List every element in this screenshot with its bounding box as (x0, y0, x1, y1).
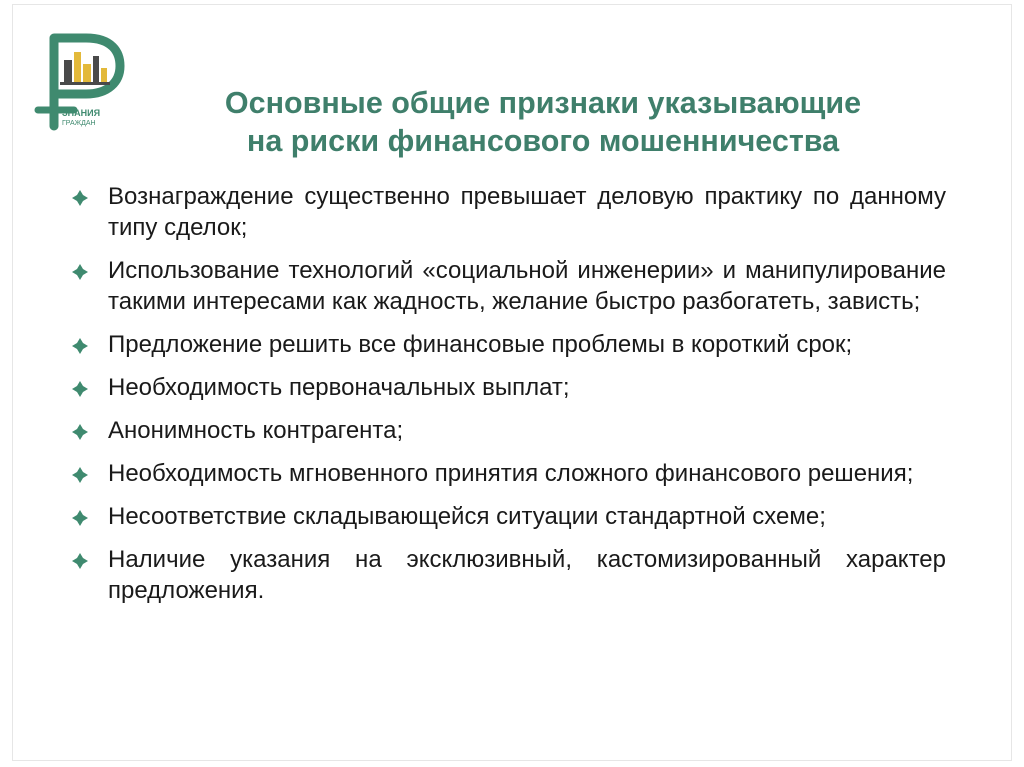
list-item (70, 181, 946, 243)
risk-signs-list (70, 181, 946, 618)
list-item-text: Вознаграждение существенно превышает деловую практику по данному типу сделок; (108, 183, 946, 241)
diamond-bullet-icon (72, 510, 88, 526)
list-item-text: Предложение решить все финансовые проблемы в короткий срок; (108, 331, 853, 358)
logo-caption-top: ЗНАНИЯ (62, 108, 101, 118)
list-item-text: Использование технологий «социальной инженерии» и манипулирование такими интересами как жадность, желание быстро разбогатеть, зависть; (108, 257, 946, 315)
list-item (70, 255, 946, 317)
title-line-1: Основные общие признаки указывающие (224, 86, 862, 120)
diamond-bullet-icon (72, 424, 88, 440)
title-line-2: на риски финансового мошенничества (246, 124, 840, 158)
diamond-bullet-icon (72, 338, 88, 354)
ruble-buildings-logo-icon (34, 30, 130, 132)
diamond-bullet-icon (72, 467, 88, 483)
list-item (70, 372, 946, 403)
list-item (70, 329, 946, 360)
list-item-text: Необходимость мгновенного принятия сложного финансового решения; (108, 460, 914, 487)
list-item (70, 544, 946, 606)
page-title (150, 84, 936, 160)
list-item (70, 501, 946, 532)
list-item (70, 458, 946, 489)
diamond-bullet-icon (72, 190, 88, 206)
diamond-bullet-icon (72, 264, 88, 280)
list-item-text: Наличие указания на эксклюзивный, кастомизированный характер предложения. (108, 546, 946, 604)
list-item-text: Несоответствие складывающейся ситуации стандартной схеме; (108, 503, 826, 530)
list-item-text: Анонимность контрагента; (108, 417, 404, 444)
diamond-bullet-icon (72, 553, 88, 569)
logo-caption-bottom: ГРАЖДАН (62, 120, 96, 127)
diamond-bullet-icon (72, 381, 88, 397)
list-item (70, 415, 946, 446)
list-item-text: Необходимость первоначальных выплат; (108, 374, 570, 401)
